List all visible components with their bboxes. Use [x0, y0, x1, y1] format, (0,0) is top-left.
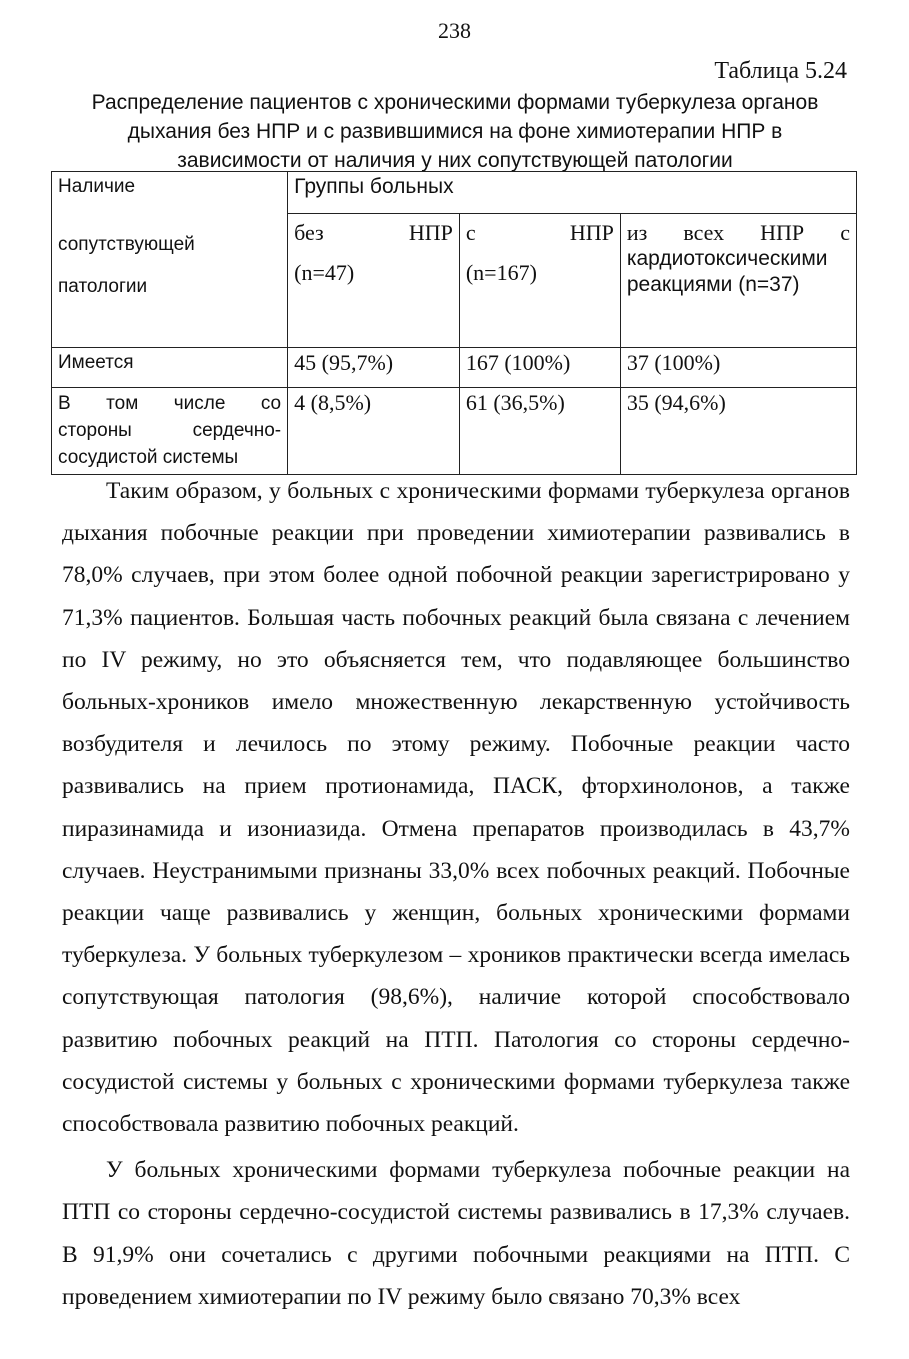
group-word: без	[294, 220, 324, 245]
value-cell: 4 (8,5%)	[288, 388, 460, 475]
row-label-word: В	[58, 393, 71, 414]
group-npr-cell	[459, 214, 620, 348]
row-label-word: сердечно-	[192, 420, 282, 441]
group-header: Группы больных	[294, 175, 454, 198]
value-cell: 37 (100%)	[620, 348, 856, 388]
table-row	[52, 388, 857, 475]
row-header-cell	[52, 172, 288, 348]
paragraph: Таким образом, у больных с хроническими формами туберкулеза органов дыхания побочные реакции при проведении химиотерапии развивались в 78,0% случаев, при этом более одной побочной реакции зарегистрировано у 71,3% пациентов. Большая часть побочных реакций была связана с лечением по IV режиму, но это объясняется тем, что подавляющее большинство больных-хроников имело множественную лекарственную устойчивость возбудителя и лечилось по этому режиму. Побочные реакции часто развивались на прием протионамида, ПАСК, фторхинолонов, а также пиразинамида и изониазида. Отмена препаратов производилась в 43,7% случаев. Неустранимыми признаны 33,0% всех побочных реакций. Побочные реакции чаще развивались у женщин, больных хроническими формами туберкулеза. У больных туберкулезом – хроников практически всегда имелась сопутствующая патология (98,6%), наличие которой способствовало развитию побочных реакций на ПТП. Патология со стороны сердечно-сосудистой системы у больных с хроническими формами туберкулеза также способствовала развитию побочных реакций.	[62, 478, 850, 1138]
group-n: (n=47)	[294, 260, 355, 285]
patients-distribution-table	[51, 171, 857, 475]
row-label-word: числе	[173, 393, 226, 414]
group-line: реакциями (n=37)	[626, 273, 800, 296]
caption-line: зависимости от наличия у них сопутствующей патологии	[177, 149, 733, 172]
paragraph: У больных хроническими формами туберкулеза побочные реакции на ПТП со стороны сердечно-сосудистой системы развивались в 17,3% случаев. В 91,9% они сочетались с другими побочными реакциями на ПТП. С проведением химиотерапии по IV режиму было связано 70,3% всех	[62, 1157, 850, 1310]
row-header-line: патологии	[58, 276, 148, 297]
body-text	[62, 470, 850, 1318]
value-cell: 35 (94,6%)	[620, 388, 856, 475]
caption-line: Распределение пациентов с хроническими формами туберкулеза органов	[91, 91, 819, 114]
row-label-line: сосудистой системы	[58, 447, 239, 468]
row-header-line: сопутствующей	[58, 234, 195, 255]
page-number: 238	[438, 18, 471, 43]
group-no-npr-cell	[288, 214, 460, 348]
row-label-cell	[52, 348, 288, 388]
group-cardio-cell	[620, 214, 856, 348]
row-label-word: стороны	[58, 420, 132, 441]
group-n: (n=167)	[465, 260, 537, 285]
group-word: всех	[683, 220, 725, 245]
table-caption	[60, 88, 850, 175]
value-cell: 167 (100%)	[459, 348, 620, 388]
table-label: Таблица 5.24	[714, 58, 847, 84]
row-label: Имеется	[58, 352, 134, 373]
row-label-word: том	[106, 393, 139, 414]
value-cell: 61 (36,5%)	[459, 388, 620, 475]
group-word: с	[465, 220, 476, 245]
group-header-cell	[288, 172, 857, 214]
group-word: НПР	[408, 220, 453, 245]
row-label-cell	[52, 388, 288, 475]
group-word: НПР	[760, 220, 805, 245]
group-word: из	[626, 220, 648, 245]
value-cell: 45 (95,7%)	[288, 348, 460, 388]
table-row	[52, 348, 857, 388]
group-word: НПР	[569, 220, 614, 245]
table-header-row	[52, 172, 857, 214]
group-line: кардиотоксическими	[626, 247, 828, 270]
row-header-line: Наличие	[58, 176, 136, 197]
row-label-word: со	[260, 393, 282, 414]
caption-line: дыхания без НПР и с развившимися на фоне химиотерапии НПР в	[127, 120, 783, 143]
group-word: с	[840, 220, 850, 245]
